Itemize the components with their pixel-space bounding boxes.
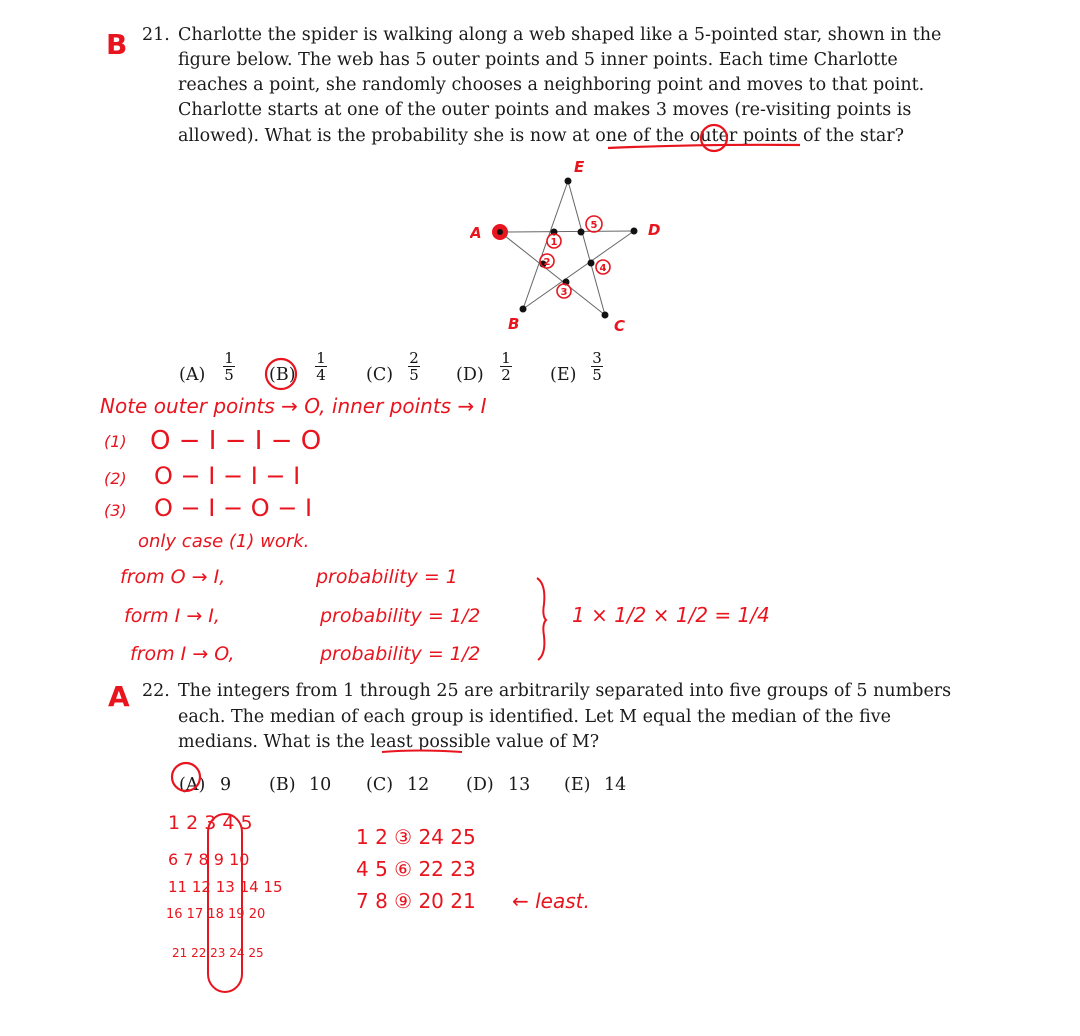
choice-label: (E) [550,365,577,385]
group-line: 4 5 ⑥ 22 23 [356,857,476,881]
product-result: 1 × 1/2 × 1/2 = 1/4 [572,603,770,627]
group-line: 1 2 ③ 24 25 [356,825,476,849]
choice-label: (D) [466,775,494,795]
problem-21-line: allowed). What is the probability she is now at one of the outer points of the star? [178,126,905,146]
choice-value: 14 [604,775,627,795]
step-prob: probability = 1 [316,566,458,588]
grid-row: 1 2 3 4 5 [168,812,253,834]
star-mark: 5 [590,220,598,231]
case-path: O − I − I − I [154,462,301,490]
choice-label: (C) [366,775,394,795]
choice-label: (A) [179,365,206,385]
problem-21-line: reaches a point, she randomly chooses a neighboring point and moves to that point. [178,75,925,95]
point-label-b: B [508,315,520,333]
problem-22-line: The integers from 1 through 25 are arbitrarily separated into five groups of 5 numbers [178,681,952,701]
grid-row: 21 22 23 24 25 [172,946,264,960]
problem-21-line: figure below. The web has 5 outer points and 5 inner points. Each time Charlotte [178,50,898,70]
case-tag: (2) [104,469,127,488]
grade-mark-21: B [106,28,128,61]
grid-row: 6 7 8 9 10 [168,850,250,869]
point-label-e: E [574,158,585,176]
case-path: O − I − O − I [154,494,313,522]
step-prob: probability = 1/2 [320,643,481,665]
answer-circle-22 [168,758,208,798]
choice-fraction: 1 4 [316,349,326,384]
grid-row: 11 12 13 14 15 [168,878,283,896]
least-note: ← least. [512,889,590,913]
choice-fraction: 1 5 [224,349,234,384]
star-mark: 4 [599,263,607,274]
star-mark: 1 [550,237,558,248]
choice-label: (C) [366,365,394,385]
problem-21-line: Charlotte the spider is walking along a web shaped like a 5-pointed star, shown in the [178,25,942,45]
least-underline [378,746,468,760]
problem-21-line: Charlotte starts at one of the outer points and makes 3 moves (re-visiting points is [178,100,912,120]
choice-label: (E) [564,775,591,795]
step-prob: probability = 1/2 [320,605,481,627]
problem-22-line: medians. What is the least possible value of M? [178,732,600,752]
choice-fraction: 3 5 [592,349,602,384]
step-label: from I → O, [130,643,235,665]
choice-value: 12 [407,775,430,795]
choice-value: 10 [309,775,332,795]
choice-label: (D) [456,365,484,385]
note-outer-inner: Note outer points → O, inner points → I [100,394,487,418]
case-tag: (3) [104,501,127,520]
choice-value: 13 [508,775,531,795]
point-label-c: C [614,317,626,335]
star-mark: 3 [560,287,568,298]
group-line: 7 8 ⑨ 20 21 [356,889,476,913]
star-mark: 2 [543,257,551,268]
answer-circle-21 [262,356,302,392]
choice-fraction: 2 5 [409,349,419,384]
step-label: form I → I, [124,605,220,627]
choice-value: 9 [220,775,232,795]
outer-emphasis-mark [600,120,810,160]
case-tag: (1) [104,432,127,451]
choice-label: (B) [269,365,296,385]
brace-mark [532,574,552,664]
only-case-note: only case (1) work. [138,531,310,552]
problem-22-line: each. The median of each group is identified. Let M equal the median of the five [178,707,891,727]
grid-row: 16 17 18 19 20 [166,907,266,922]
problem-number-21: 21. [142,25,170,45]
grade-mark-22: A [108,680,130,713]
median-column-oval [196,810,256,1000]
point-label-a: A [470,224,482,242]
choice-label: (A) [179,775,206,795]
choice-fraction: 1 2 [501,349,511,384]
problem-number-22: 22. [142,681,170,701]
step-label: from O → I, [120,566,226,588]
star-web-figure [470,155,670,335]
case-path: O − I − I − O [150,426,322,456]
choice-label: (B) [269,775,296,795]
point-label-d: D [648,221,661,239]
